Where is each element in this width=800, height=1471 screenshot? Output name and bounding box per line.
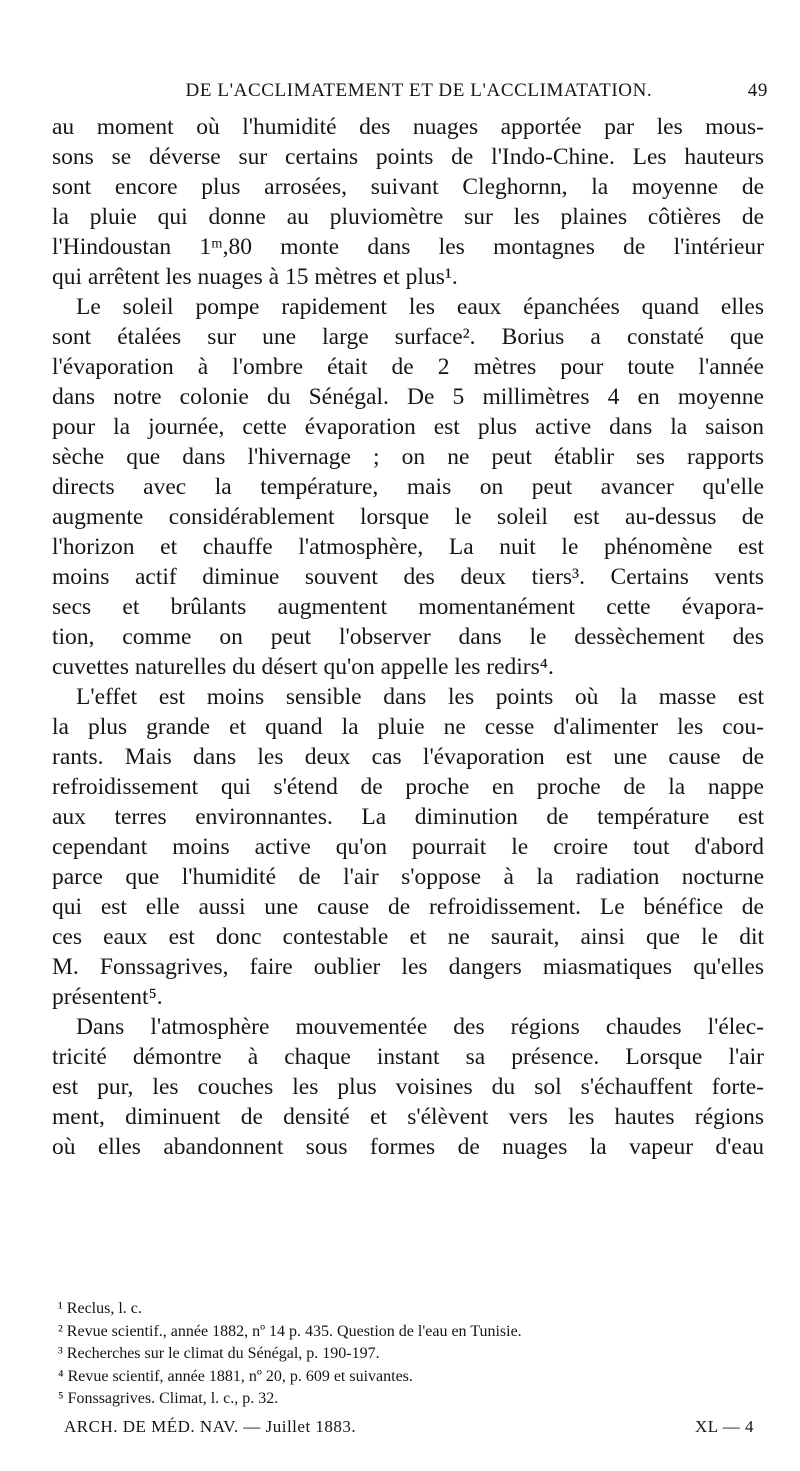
body-line: l'évaporation à l'ombre était de 2 mètres pour toute l'année <box>52 354 764 380</box>
body-line: présentent⁵. <box>52 984 163 1010</box>
body-line: au moment où l'humidité des nuages apportée par les mous- <box>52 114 764 140</box>
page-number: 49 <box>747 80 768 101</box>
body-line: la plus grande et quand la pluie ne cesse d'alimenter les cou- <box>52 714 764 740</box>
body-line: tion, comme on peut l'observer dans le dessèchement des <box>52 624 764 650</box>
header-title: DE L'ACCLIMATEMENT ET DE L'ACCLIMATATION. <box>185 80 653 101</box>
running-header <box>60 78 768 104</box>
body-line: où elles abandonnent sous formes de nuages la vapeur d'eau <box>52 1134 764 1160</box>
body-line: rants. Mais dans les deux cas l'évaporation est une cause de <box>52 744 764 770</box>
body-line: sont étalées sur une large surface². Borius a constaté que <box>52 324 764 350</box>
body-line: la pluie qui donne au pluviomètre sur les plaines côtières de <box>52 204 764 230</box>
body-line: cependant moins active qu'on pourrait le croire tout d'abord <box>52 834 764 860</box>
footer-journal: ARCH. DE MÉD. NAV. — Juillet 1883. <box>64 1417 357 1436</box>
footer-signature: XL — 4 <box>694 1417 754 1436</box>
body-line: aux terres environnantes. La diminution de température est <box>52 804 764 830</box>
body-line: l'Hindoustan 1ᵐ,80 monte dans les montagnes de l'intérieur <box>52 234 764 260</box>
body-line: L'effet est moins sensible dans les points où la masse est <box>76 684 764 710</box>
body-line: est pur, les couches les plus voisines du sol s'échauffent forte- <box>52 1074 764 1100</box>
body-line: sont encore plus arrosées, suivant Cleghornn, la moyenne de <box>52 174 764 200</box>
body-line: ces eaux est donc contestable et ne saurait, ainsi que le dit <box>52 924 764 950</box>
page-footer <box>64 1414 754 1440</box>
body-line: sons se déverse sur certains points de l'Indo-Chine. Les hauteurs <box>52 144 764 170</box>
footnote: ¹ Reclus, l. c. <box>58 1300 142 1317</box>
body-line: dans notre colonie du Sénégal. De 5 millimètres 4 en moyenne <box>52 384 764 410</box>
body-line: secs et brûlants augmentent momentanément cette évapora- <box>52 594 764 620</box>
body-line: moins actif diminue souvent des deux tiers³. Certains vents <box>52 564 764 590</box>
body-line: refroidissement qui s'étend de proche en proche de la nappe <box>52 774 764 800</box>
body-line: M. Fonssagrives, faire oublier les dangers miasmatiques qu'elles <box>52 954 764 980</box>
body-line: Dans l'atmosphère mouvementée des régions chaudes l'élec- <box>76 1014 764 1040</box>
footnotes <box>52 1298 764 1411</box>
body-line: pour la journée, cette évaporation est plus active dans la saison <box>52 414 764 440</box>
footnote: ³ Recherches sur le climat du Sénégal, p. 190-197. <box>58 1345 380 1362</box>
body-line: sèche que dans l'hivernage ; on ne peut établir ses rapports <box>52 444 764 470</box>
footnote: ² Revue scientif., année 1882, nº 14 p. 435. Question de l'eau en Tunisie. <box>58 1322 522 1340</box>
body-text <box>52 112 764 1162</box>
body-line: cuvettes naturelles du désert qu'on appelle les redirs⁴. <box>52 654 554 680</box>
body-line: l'horizon et chauffe l'atmosphère, La nuit le phénomène est <box>52 534 764 560</box>
body-line: Le soleil pompe rapidement les eaux épanchées quand elles <box>76 294 764 320</box>
body-line: parce que l'humidité de l'air s'oppose à la radiation nocturne <box>52 864 764 890</box>
body-line: qui est elle aussi une cause de refroidissement. Le bénéfice de <box>52 894 764 920</box>
body-line: qui arrêtent les nuages à 15 mètres et plus¹. <box>52 264 458 290</box>
body-line: ment, diminuent de densité et s'élèvent vers les hautes régions <box>52 1104 764 1130</box>
body-line: directs avec la température, mais on peut avancer qu'elle <box>52 474 764 500</box>
footnote: ⁵ Fonssagrives. Climat, l. c., p. 32. <box>58 1390 279 1407</box>
body-line: tricité démontre à chaque instant sa présence. Lorsque l'air <box>52 1044 764 1070</box>
body-line: augmente considérablement lorsque le soleil est au-dessus de <box>52 504 764 530</box>
footnote: ⁴ Revue scientif, année 1881, nº 20, p. 609 et suivantes. <box>58 1367 413 1385</box>
